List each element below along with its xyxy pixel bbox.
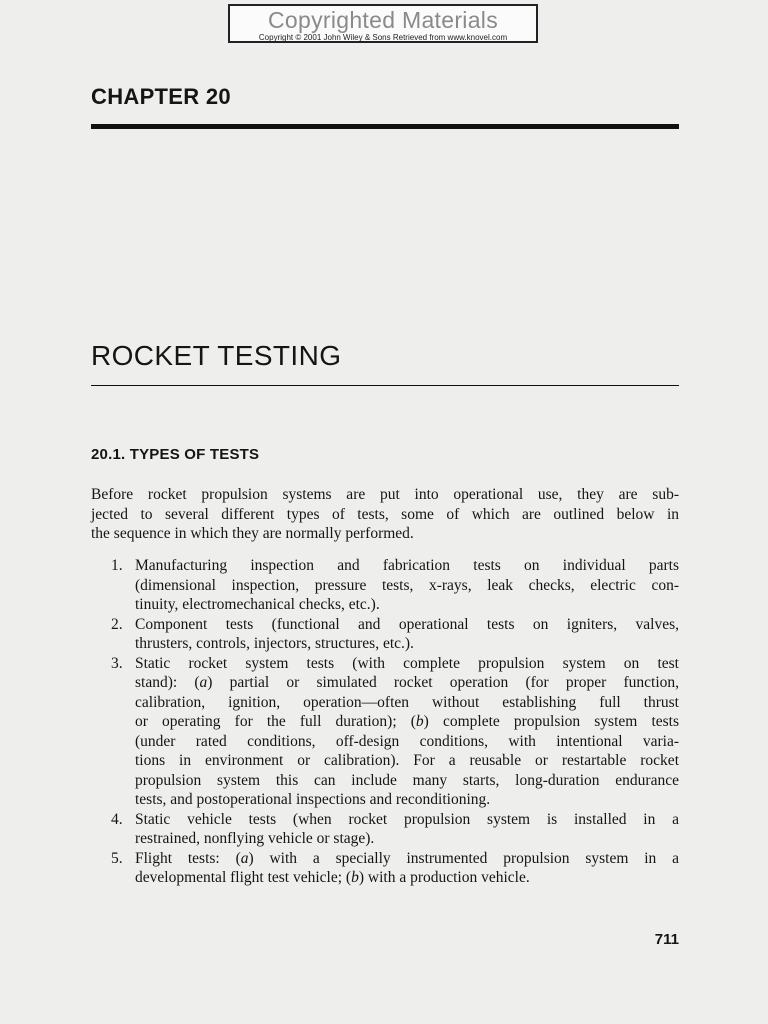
list-item-line: Manufacturing inspection and fabrication tests on individual parts (135, 557, 679, 574)
page-number: 711 (654, 931, 679, 948)
list-item (111, 556, 679, 615)
list-item-number: 5. (111, 849, 123, 867)
list-item-number: 3. (111, 654, 123, 672)
list-item (111, 615, 679, 654)
list-item-line: restrained, nonflying vehicle or stage). (135, 830, 375, 847)
chapter-title-rule (91, 385, 679, 386)
list-item-line: tinuity, electromechanical checks, etc.). (135, 596, 380, 613)
list-item-body (135, 849, 679, 888)
chapter-rule-thick (91, 124, 679, 129)
intro-line: jected to several different types of tests, some of which are outlined below in (91, 505, 679, 523)
test-types-list (111, 556, 679, 888)
list-item-body (135, 810, 679, 849)
intro-line: the sequence in which they are normally performed. (91, 525, 414, 542)
list-item-body (135, 556, 679, 615)
list-item (111, 654, 679, 810)
list-item-line: Static rocket system tests (with complete propulsion system on test (135, 654, 679, 672)
list-item-line: or operating for the full duration); (b) complete propulsion system tests (135, 713, 679, 730)
list-item-line: thrusters, controls, injectors, structures, etc.). (135, 635, 414, 652)
list-item-line: Component tests (functional and operational tests on igniters, valves, (135, 615, 679, 633)
copyright-banner-title: Copyrighted Materials (267, 7, 498, 33)
list-item (111, 810, 679, 849)
list-item-line: Static vehicle tests (when rocket propulsion system is installed in a (135, 810, 679, 828)
list-item-line: calibration, ignition, operation—often without establishing full thrust (135, 693, 679, 711)
chapter-label: CHAPTER 20 (91, 84, 231, 109)
list-item-line: propulsion system this can include many starts, long-duration endurance (135, 771, 679, 789)
list-item-body (135, 654, 679, 810)
list-item-number: 1. (111, 557, 123, 574)
copyright-banner (228, 4, 538, 43)
intro-paragraph (91, 485, 679, 544)
list-item-line: stand): (a) partial or simulated rocket operation (for proper function, (135, 674, 680, 691)
list-item-line: Flight tests: (a) with a specially instrumented propulsion system in a (135, 849, 679, 867)
list-item-number: 4. (111, 810, 123, 828)
chapter-title: ROCKET TESTING (91, 340, 342, 371)
section-heading: 20.1. TYPES OF TESTS (91, 446, 260, 463)
list-item-line: (dimensional inspection, pressure tests, x-rays, leak checks, electric con- (135, 576, 679, 594)
intro-line: Before rocket propulsion systems are put into operational use, they are sub- (91, 486, 679, 503)
list-item-line: tions in environment or calibration). For a reusable or restartable rocket (135, 752, 679, 769)
list-item-body (135, 615, 679, 654)
list-item-line: (under rated conditions, off-design conditions, with intentional varia- (135, 732, 679, 750)
list-item-line: developmental flight test vehicle; (b) with a production vehicle. (135, 869, 530, 886)
copyright-banner-subtitle: Copyright © 2001 John Wiley & Sons Retrieved from www.knovel.com (258, 33, 508, 42)
list-item-line: tests, and postoperational inspections and reconditioning. (135, 791, 491, 808)
list-item (111, 849, 679, 888)
list-item-number: 2. (111, 615, 123, 633)
